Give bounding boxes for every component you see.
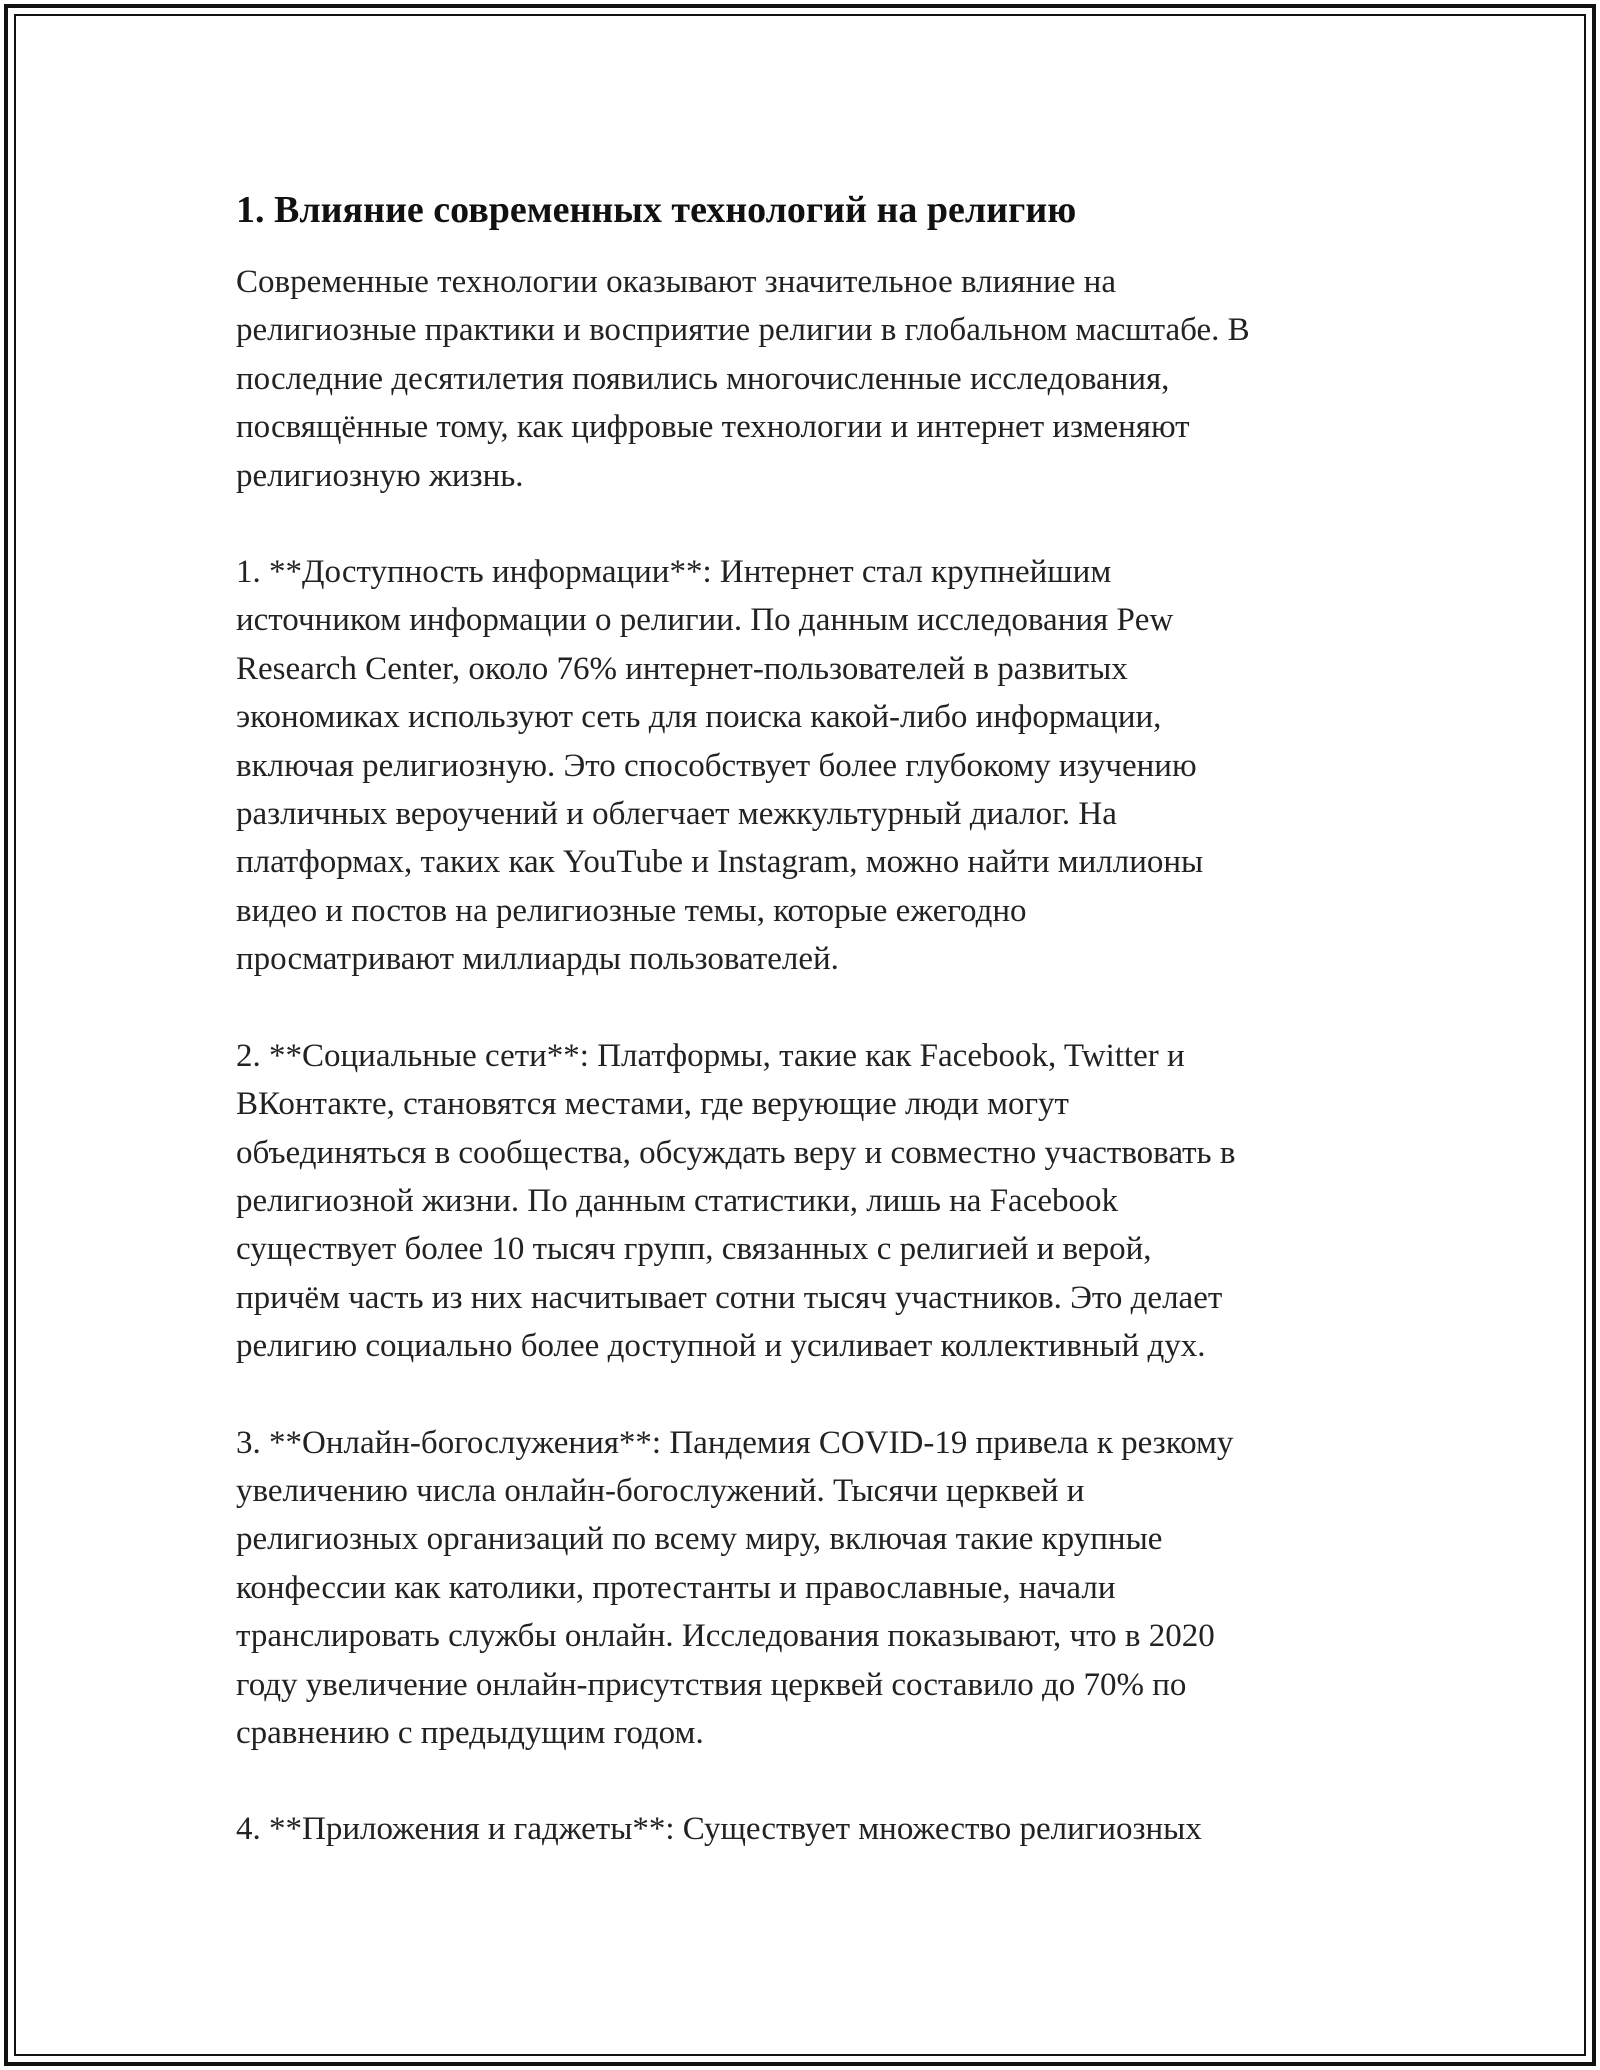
text-line: религиозные практики и восприятие религии в глобальном масштабе. В <box>236 312 1250 349</box>
text-line: 2. **Социальные сети**: Платформы, такие как Facebook, Twitter и <box>236 1037 1185 1074</box>
paragraph-item-3 <box>236 1419 1386 1758</box>
text-line: Research Center, около 76% интернет-пользователей в развитых <box>236 650 1128 687</box>
text-line: религиозной жизни. По данным статистики, лишь на Facebook <box>236 1182 1118 1219</box>
text-line: религию социально более доступной и усиливает коллективный дух. <box>236 1328 1206 1365</box>
text-line: увеличению числа онлайн-богослужений. Тысячи церквей и <box>236 1472 1085 1509</box>
paragraph-item-2 <box>236 1032 1386 1371</box>
text-line: экономиках используют сеть для поиска какой-либо информации, <box>236 699 1162 736</box>
text-line: платформах, таких как YouTube и Instagram, можно найти миллионы <box>236 844 1204 881</box>
section-heading: 1. Влияние современных технологий на религию <box>236 189 1077 231</box>
text-line: 3. **Онлайн-богослужения**: Пандемия COVID-19 привела к резкому <box>236 1424 1234 1461</box>
text-line: видео и постов на религиозные темы, которые ежегодно <box>236 892 1027 929</box>
text-line: причём часть из них насчитывает сотни тысяч участников. Это делает <box>236 1279 1223 1316</box>
text-line: включая религиозную. Это способствует более глубокому изучению <box>236 747 1197 784</box>
text-line: Современные технологии оказывают значительное влияние на <box>236 264 1116 300</box>
paragraph-item-1 <box>236 548 1386 984</box>
text-line: последние десятилетия появились многочисленные исследования, <box>236 360 1170 397</box>
text-line: существует более 10 тысяч групп, связанных с религией и верой, <box>236 1231 1152 1268</box>
text-line: объединяться в сообщества, обсуждать веру и совместно участвовать в <box>236 1134 1236 1171</box>
text-line: религиозных организаций по всему миру, включая такие крупные <box>236 1521 1163 1558</box>
text-line: посвящённые тому, как цифровые технологии и интернет изменяют <box>236 409 1190 446</box>
text-line: конфессии как католики, протестанты и православные, начали <box>236 1569 1116 1606</box>
text-line: религиозную жизнь. <box>236 457 524 494</box>
paragraph-intro <box>236 258 1386 500</box>
text-line: просматривают миллиарды пользователей. <box>236 941 839 978</box>
text-line: 4. **Приложения и гаджеты**: Существует множество религиозных <box>236 1811 1202 1848</box>
text-line: сравнению с предыдущим годом. <box>236 1714 704 1751</box>
paragraph-item-4 <box>236 1805 1386 1853</box>
document-body <box>236 186 1386 1902</box>
text-line: транслировать службы онлайн. Исследования показывают, что в 2020 <box>236 1618 1215 1655</box>
text-line: источником информации о религии. По данным исследования Pew <box>236 602 1174 639</box>
text-line: 1. **Доступность информации**: Интернет стал крупнейшим <box>236 554 1112 591</box>
text-line: различных вероучений и облегчает межкультурный диалог. На <box>236 796 1117 833</box>
text-line: году увеличение онлайн-присутствия церквей составило до 70% по <box>236 1666 1187 1703</box>
text-line: ВКонтакте, становятся местами, где верующие люди могут <box>236 1086 1069 1123</box>
